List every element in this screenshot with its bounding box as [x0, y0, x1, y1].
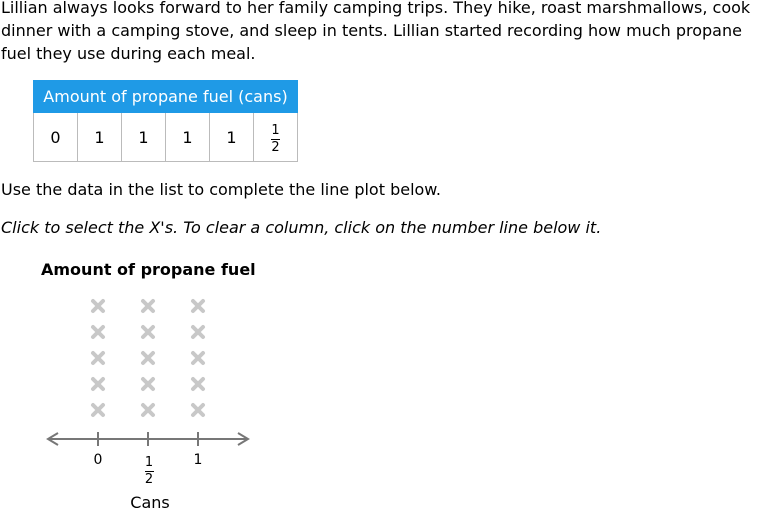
x-icon [140, 324, 156, 340]
x-icon [190, 324, 206, 340]
x-mark-column-half[interactable] [137, 347, 159, 369]
x-icon [190, 350, 206, 366]
x-icon [90, 350, 106, 366]
x-mark-column-0[interactable] [87, 373, 109, 395]
tick-label-1: 1 [193, 452, 203, 468]
table-cell-fraction [254, 113, 298, 162]
intro-paragraph: Lillian always looks forward to her family camping trips. They hike, roast marshmallows, cook dinner with a camping stove, and sleep in tents. Lillian started recording how much propane fuel they use during each meal. [1, 0, 751, 63]
table-header: Amount of propane fuel (cans) [34, 81, 298, 113]
x-icon [140, 402, 156, 418]
tick-label-0: 0 [93, 452, 103, 468]
x-mark-column-0[interactable] [87, 321, 109, 343]
tick-label-half [139, 451, 159, 487]
fraction-denominator: 2 [271, 140, 280, 155]
x-icon [140, 298, 156, 314]
plot-title: Amount of propane fuel [41, 260, 256, 279]
x-icon [90, 402, 106, 418]
x-icon [90, 324, 106, 340]
x-icon [90, 298, 106, 314]
x-icon [190, 376, 206, 392]
x-mark-column-half[interactable] [137, 295, 159, 317]
number-line-column-1[interactable] [183, 429, 213, 449]
instruction-text: Use the data in the list to complete the line plot below. [1, 180, 442, 199]
x-mark-column-1[interactable] [187, 373, 209, 395]
x-mark-column-0[interactable] [87, 295, 109, 317]
table-cell: 1 [78, 113, 122, 162]
x-mark-column-1[interactable] [187, 347, 209, 369]
table-cell: 0 [34, 113, 78, 162]
x-mark-column-half[interactable] [137, 373, 159, 395]
table-cell: 1 [122, 113, 166, 162]
number-line-column-0[interactable] [83, 429, 113, 449]
fraction-denominator: 2 [144, 472, 154, 487]
fraction-numerator: 1 [271, 123, 280, 138]
fraction-numerator: 1 [144, 455, 154, 470]
x-icon [90, 376, 106, 392]
x-mark-column-1[interactable] [187, 321, 209, 343]
x-icon [190, 402, 206, 418]
x-mark-column-1[interactable] [187, 399, 209, 421]
propane-data-table [33, 80, 298, 162]
hint-text: Click to select the X's. To clear a column, click on the number line below it. [1, 218, 602, 237]
x-icon [140, 350, 156, 366]
x-mark-column-1[interactable] [187, 295, 209, 317]
axis-label: Cans [130, 493, 170, 512]
x-icon [140, 376, 156, 392]
number-line-column-half[interactable] [133, 429, 163, 449]
x-icon [190, 298, 206, 314]
x-mark-column-half[interactable] [137, 399, 159, 421]
x-mark-column-half[interactable] [137, 321, 159, 343]
x-mark-column-0[interactable] [87, 347, 109, 369]
x-mark-column-0[interactable] [87, 399, 109, 421]
table-cell: 1 [166, 113, 210, 162]
table-cell: 1 [210, 113, 254, 162]
